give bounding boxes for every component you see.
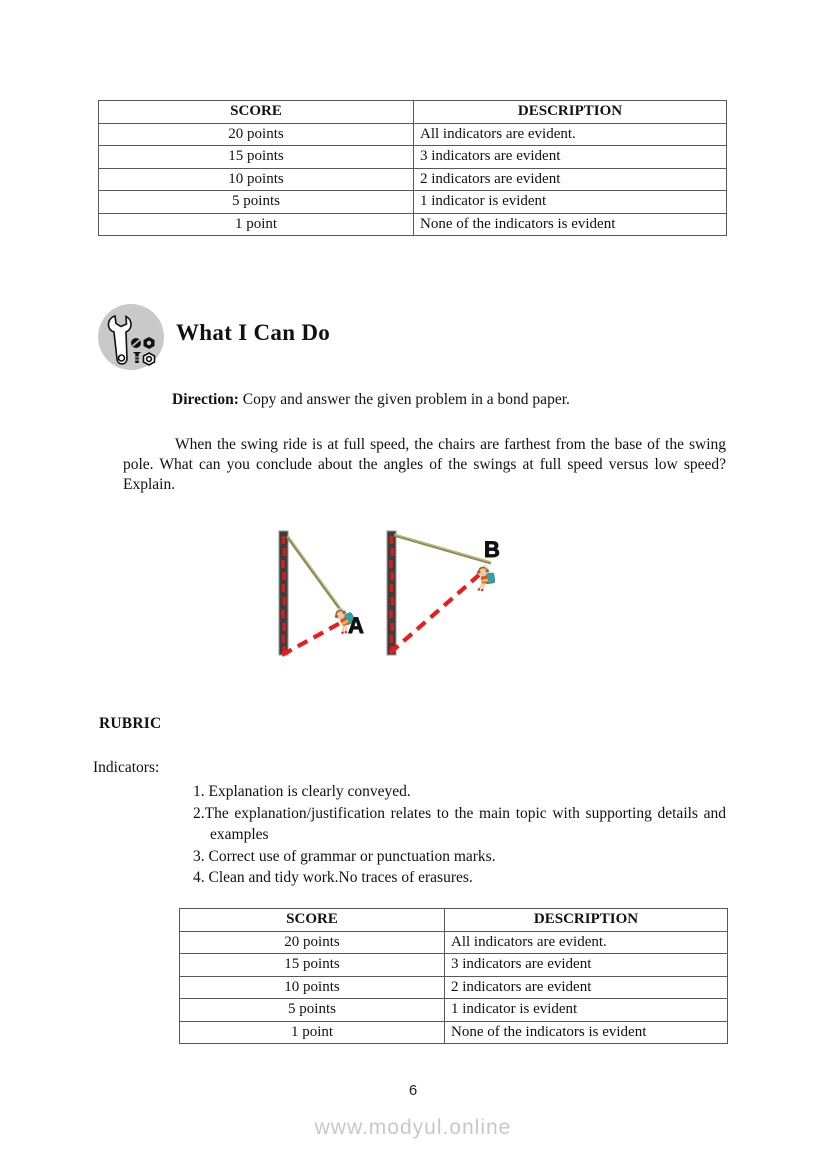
table-row (180, 976, 728, 999)
indicator-item: 1. Explanation is clearly conveyed. (193, 783, 411, 800)
label-a: A (348, 613, 364, 638)
description-cell: All indicators are evident. (414, 123, 727, 146)
direction-line (172, 391, 732, 409)
swing-full-speed (387, 531, 496, 655)
swing-low-speed (279, 531, 359, 655)
score-table-top (98, 100, 727, 236)
description-cell: 1 indicator is evident (445, 999, 728, 1022)
problem-paragraph: When the swing ride is at full speed, the chairs are farthest from the base of the swing pole. What can you conclude about the angles of the swings at full speed versus low speed? Explain. (123, 436, 726, 493)
table-row (180, 999, 728, 1022)
score-cell: 20 points (99, 123, 414, 146)
table-row (180, 954, 728, 977)
indicator-item: 3. Correct use of grammar or punctuation marks. (193, 847, 496, 865)
description-cell: 3 indicators are evident (445, 954, 728, 977)
description-cell: All indicators are evident. (445, 931, 728, 954)
table-row (180, 1021, 728, 1044)
score-header: SCORE (99, 101, 414, 124)
label-b: B (484, 537, 500, 562)
indicators-label: Indicators: (93, 759, 160, 776)
table-header-row (99, 101, 727, 124)
description-header: DESCRIPTION (445, 909, 728, 932)
wrench-and-bolts-icon (96, 302, 166, 372)
score-cell: 5 points (99, 191, 414, 214)
swing-diagram (258, 513, 522, 671)
score-header: SCORE (180, 909, 445, 932)
score-cell: 5 points (180, 999, 445, 1022)
watermark: www.modyul.online (314, 1116, 512, 1139)
score-cell: 10 points (180, 976, 445, 999)
score-cell: 1 point (180, 1021, 445, 1044)
table-row (99, 168, 727, 191)
rubric-title: RUBRIC (99, 715, 162, 732)
score-cell: 15 points (180, 954, 445, 977)
score-cell: 20 points (180, 931, 445, 954)
score-cell: 15 points (99, 146, 414, 169)
direction-label: Direction: (172, 391, 239, 408)
indicator-list (193, 781, 726, 889)
description-cell: 2 indicators are evident (414, 168, 727, 191)
indicator-item: 2.The explanation/justification relates to the main topic with supporting details and examples (193, 804, 726, 843)
description-cell: 2 indicators are evident (445, 976, 728, 999)
table-row (99, 213, 727, 236)
description-header: DESCRIPTION (414, 101, 727, 124)
table-row (99, 146, 727, 169)
description-cell: 3 indicators are evident (414, 146, 727, 169)
page-number: 6 (408, 1082, 418, 1099)
section-title: What I Can Do (176, 320, 331, 345)
description-cell: None of the indicators is evident (445, 1021, 728, 1044)
direction-text: Copy and answer the given problem in a bond paper. (238, 391, 570, 408)
table-header-row (180, 909, 728, 932)
indicator-item: 4. Clean and tidy work.No traces of erasures. (193, 869, 473, 886)
score-cell: 10 points (99, 168, 414, 191)
description-cell: None of the indicators is evident (414, 213, 727, 236)
score-table-bottom (179, 908, 728, 1044)
table-row (180, 931, 728, 954)
table-row (99, 191, 727, 214)
table-row (99, 123, 727, 146)
description-cell: 1 indicator is evident (414, 191, 727, 214)
score-cell: 1 point (99, 213, 414, 236)
